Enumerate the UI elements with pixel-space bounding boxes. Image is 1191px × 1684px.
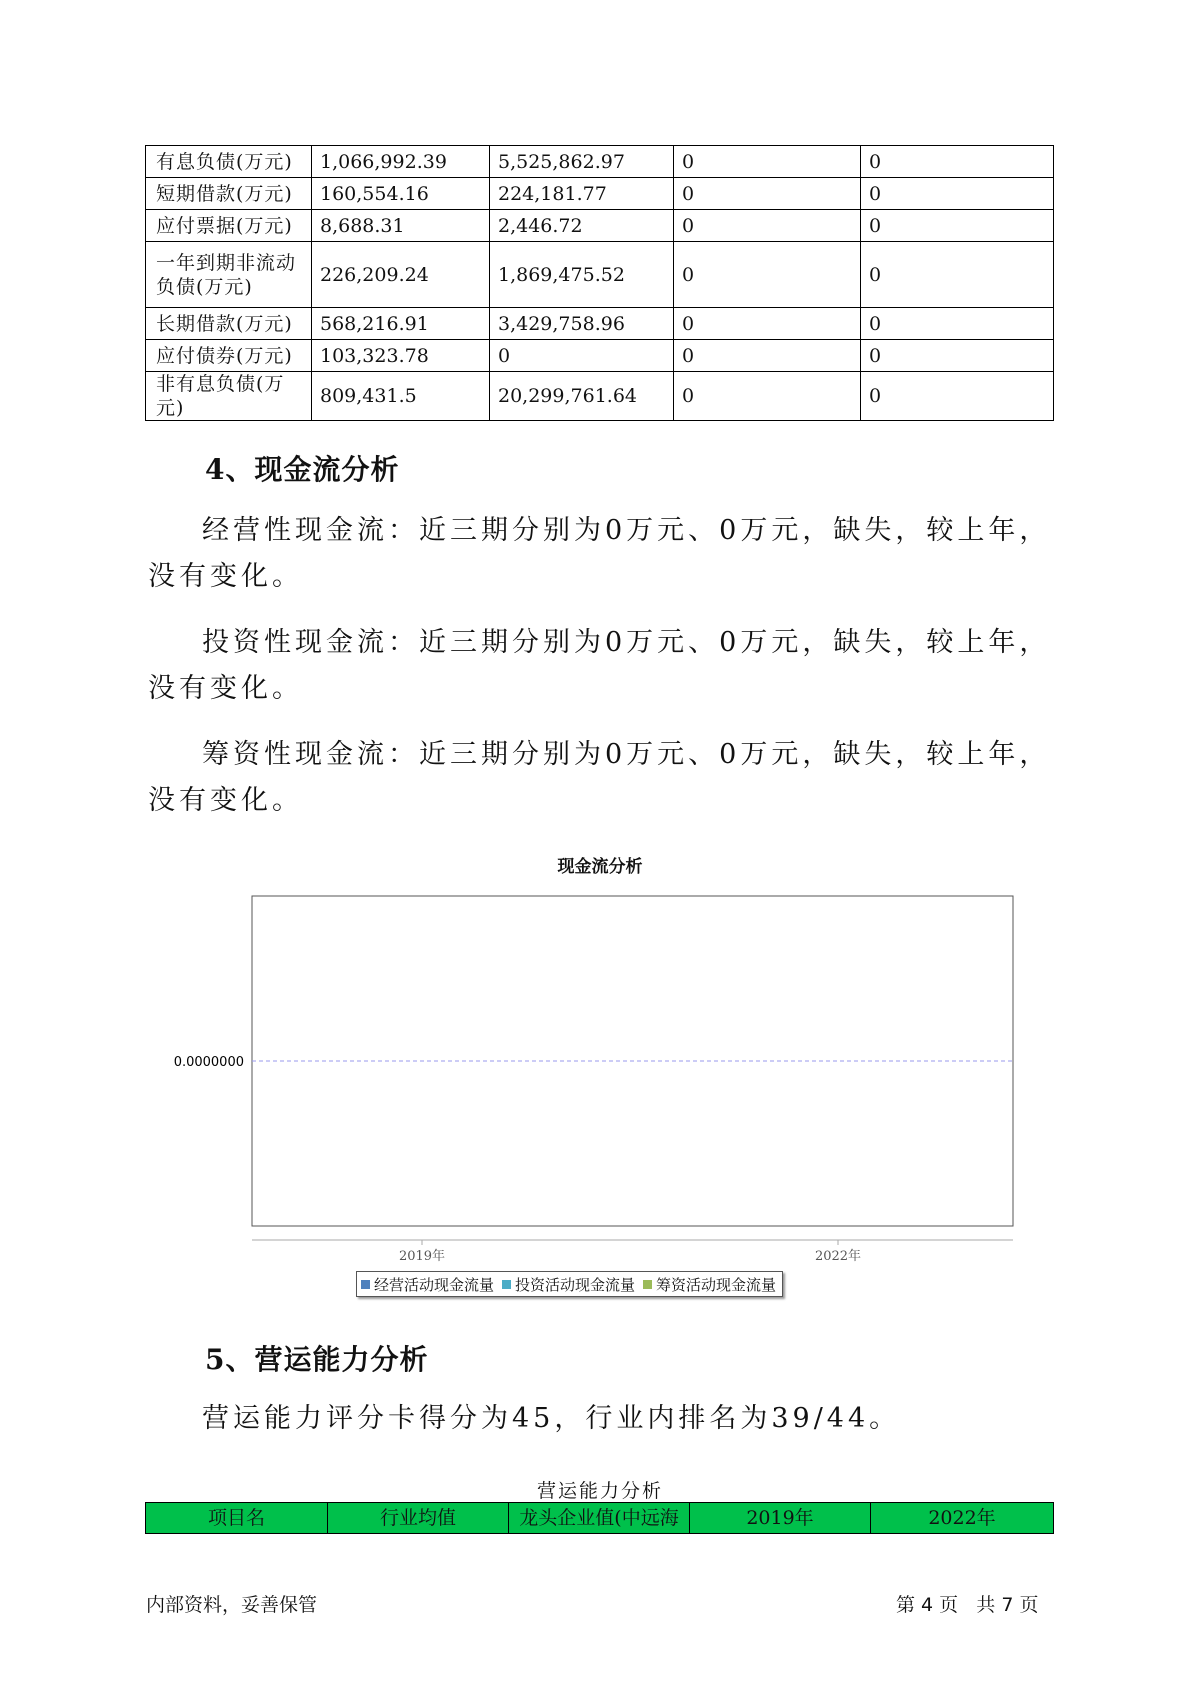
row-label: 一年到期非流动负债(万元): [146, 242, 312, 308]
row-value: 0: [674, 340, 861, 372]
row-value: 224,181.77: [490, 178, 674, 210]
footer-page-number: 第 4 页 共 7 页: [896, 1594, 1039, 1616]
header-cell-industry-avg: 行业均值: [328, 1503, 509, 1534]
row-value: 0: [861, 308, 1054, 340]
operations-table: [145, 1502, 1054, 1534]
row-value: 8,688.31: [312, 210, 490, 242]
chart-legend: [356, 1271, 783, 1297]
legend-label: 经营活动现金流量: [374, 1275, 495, 1294]
investing-cashflow-paragraph: 投资性现金流：近三期分别为0万元、0万元，缺失，较上年，没有变化。: [148, 627, 1051, 704]
row-value: 0: [861, 178, 1054, 210]
footer-confidential: 内部资料，妥善保管: [146, 1594, 318, 1616]
operations-score-paragraph: 营运能力评分卡得分为45，行业内排名为39/44。: [202, 1403, 901, 1434]
row-label: 非有息负债(万元): [146, 372, 312, 421]
row-value: 5,525,862.97: [490, 146, 674, 178]
row-value: 0: [490, 340, 674, 372]
header-cell-item: 项目名: [146, 1503, 328, 1534]
header-cell-leader: 龙头企业值(中远海: [509, 1503, 690, 1534]
operating-cashflow-paragraph: 经营性现金流：近三期分别为0万元、0万元，缺失，较上年，没有变化。: [148, 515, 1051, 592]
row-value: 0: [674, 178, 861, 210]
row-value: 0: [861, 210, 1054, 242]
row-value: 0: [674, 372, 861, 421]
row-label: 有息负债(万元): [146, 146, 312, 178]
operations-table-caption: 营运能力分析: [536, 1480, 663, 1502]
section-4-heading: 4、现金流分析: [205, 453, 400, 486]
x-tick-label: 2022年: [814, 1249, 862, 1264]
row-value: 0: [674, 210, 861, 242]
row-value: 0: [861, 242, 1054, 308]
legend-swatch: [643, 1280, 652, 1289]
header-cell-2019: 2019年: [690, 1503, 871, 1534]
row-value: 809,431.5: [312, 372, 490, 421]
financing-cashflow-paragraph: 筹资性现金流：近三期分别为0万元、0万元，缺失，较上年，没有变化。: [148, 739, 1051, 816]
row-value: 2,446.72: [490, 210, 674, 242]
legend-item: [643, 1274, 776, 1295]
operations-table-header-row: [146, 1503, 1054, 1534]
row-value: 0: [674, 146, 861, 178]
row-label: 长期借款(万元): [146, 308, 312, 340]
x-tick-label: 2019年: [398, 1249, 446, 1264]
legend-label: 投资活动现金流量: [515, 1275, 636, 1294]
row-value: 0: [861, 146, 1054, 178]
y-tick-label: 0.0000000: [173, 1055, 244, 1070]
row-value: 20,299,761.64: [490, 372, 674, 421]
legend-label: 筹资活动现金流量: [656, 1275, 777, 1294]
row-value: 0: [861, 340, 1054, 372]
row-value: 0: [861, 372, 1054, 421]
header-cell-2022: 2022年: [871, 1503, 1054, 1534]
legend-swatch: [502, 1280, 511, 1289]
row-value: 1,066,992.39: [312, 146, 490, 178]
legend-item: [361, 1274, 494, 1295]
row-label: 应付票据(万元): [146, 210, 312, 242]
row-value: 1,869,475.52: [490, 242, 674, 308]
legend-swatch: [361, 1280, 370, 1289]
row-value: 0: [674, 308, 861, 340]
section-5-heading: 5、营运能力分析: [205, 1343, 429, 1376]
row-value: 160,554.16: [312, 178, 490, 210]
legend-item: [502, 1274, 635, 1295]
row-value: 226,209.24: [312, 242, 490, 308]
row-value: 568,216.91: [312, 308, 490, 340]
row-label: 短期借款(万元): [146, 178, 312, 210]
row-value: 3,429,758.96: [490, 308, 674, 340]
row-value: 103,323.78: [312, 340, 490, 372]
chart-title: 现金流分析: [557, 857, 643, 877]
row-value: 0: [674, 242, 861, 308]
row-label: 应付债券(万元): [146, 340, 312, 372]
